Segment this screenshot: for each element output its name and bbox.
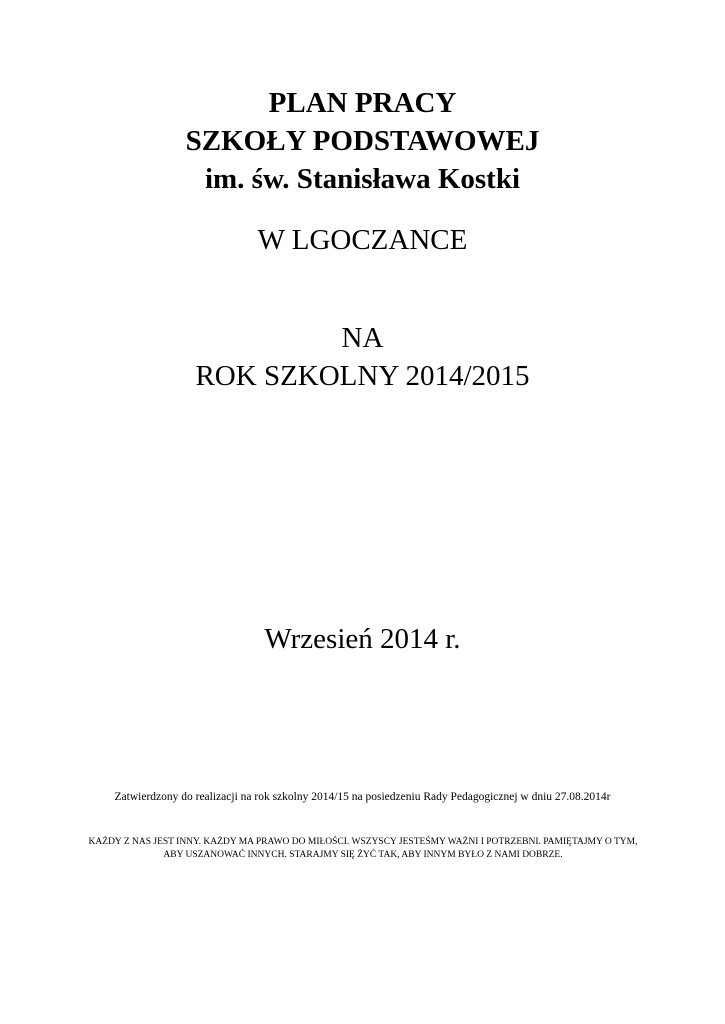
title-line-plan: PLAN PRACY bbox=[268, 87, 457, 119]
approval-note: Zatwierdzony do realizacji na rok szkolny 2014/15 na posiedzeniu Rady Pedagogicznej w dniu 27.08.2014r bbox=[114, 791, 611, 803]
document-date: Wrzesień 2014 r. bbox=[264, 623, 461, 655]
school-motto: KAŻDY Z NAS JEST INNY. KAŻDY MA PRAWO DO MIŁOŚCI. WSZYSCY JESTEŚMY WAŻNI I POTRZEBNI. PAMIĘTAJMY O TYM, ABY USZANOWAĆ INNYCH. STARAJMY SIĘ ŻYĆ TAK, ABY INNYM BYŁO Z NAMI DOBRZE. bbox=[88, 837, 638, 860]
school-year: ROK SZKOLNY 2014/2015 bbox=[195, 360, 530, 392]
school-location: W LGOCZANCE bbox=[257, 224, 468, 256]
school-year-block bbox=[0, 319, 725, 395]
title-line-school: SZKOŁY PODSTAWOWEJ bbox=[185, 125, 540, 157]
school-year-prefix: NA bbox=[341, 322, 384, 354]
document-title bbox=[0, 84, 725, 198]
title-line-patron: im. św. Stanisława Kostki bbox=[204, 163, 521, 195]
